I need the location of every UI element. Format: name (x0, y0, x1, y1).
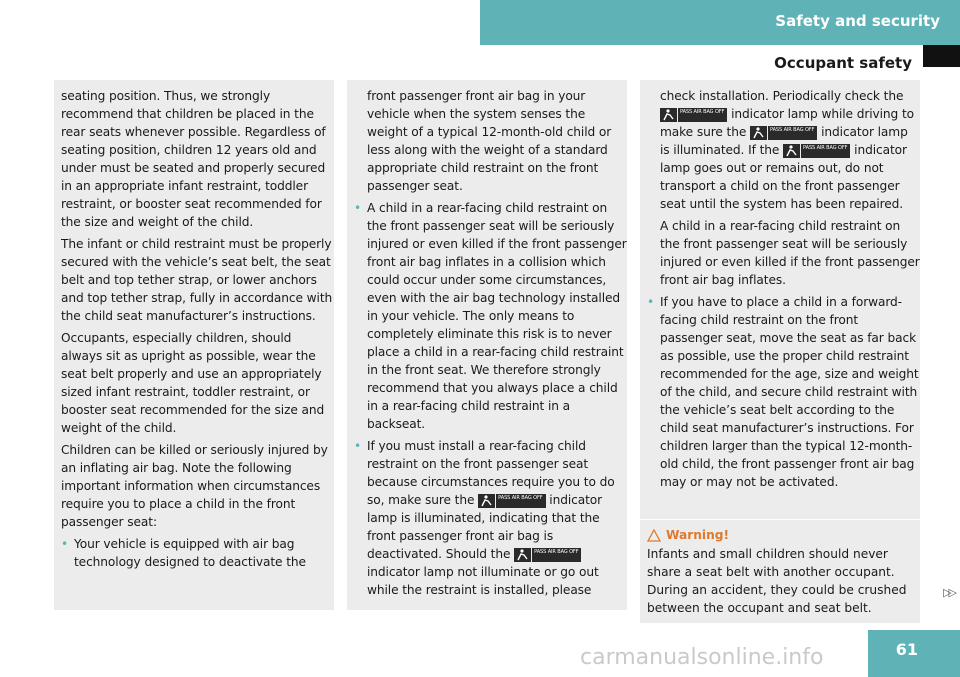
pass-air-bag-off-indicator-icon: PASS AIR BAG OFF (514, 548, 581, 562)
paragraph: seating position. Thus, we strongly recommend that children be placed in the rear seats whenever possible. Regardless of seating position, children 12 years old and under must be seated and properly secured in an appropriate infant restraint, toddler restraint, or booster seat recommended for the size and weight of the child. (61, 89, 326, 229)
paragraph: A child in a rear-facing child restraint on the front passenger seat will be seriously injured or even killed if the front passenger front air bag inflates. (660, 219, 920, 287)
text-column-2 (347, 80, 627, 610)
subsection-title: Occupant safety (774, 54, 912, 72)
pass-air-bag-off-indicator-icon: PASS AIR BAG OFF (478, 494, 545, 508)
warning-box (640, 520, 920, 623)
text-column-3 (640, 80, 920, 519)
bullet-dot-icon: • (647, 295, 655, 309)
paragraph: front passenger front air bag in your vehicle when the system senses the weight of a typical 12-month-old child or less along with the weight of a standard appropriate child restraint on the front passenger seat. (367, 89, 612, 193)
paragraph: The infant or child restraint must be properly secured with the vehicle’s seat belt, the seat belt and top tether strap, or lower anchors and top tether strap, fully in accordance with the child seat manufacturer’s instructions. (61, 237, 333, 323)
pass-air-bag-off-indicator-icon: PASS AIR BAG OFF (783, 144, 850, 158)
bullet-dot-icon: • (354, 201, 362, 215)
bullet-text: indicator lamp is illuminated, indicating that the front passenger front air bag is deactivated. Should the (367, 493, 603, 561)
paragraph: check installation. Periodically check the PASS AIR BAG OFF indicator lamp while driving to make sure the PASS AIR BAG OFF indicator lamp is illuminated. If the PASS AIR BAG OFF indicator lamp goes out or remains out, do not transport a child on the front passenger seat until the system has been repaired. (660, 89, 915, 211)
paragraph: Occupants, especially children, should always sit as upright as possible, wear the seat belt properly and use an appropriately sized infant restraint, toddler restraint, or booster seat recommended for the size and weight of the child. (61, 331, 325, 435)
header-tab-marker (923, 45, 960, 67)
page-number: 61 (895, 640, 918, 659)
bullet-item (354, 199, 627, 433)
bullet-item (647, 293, 920, 491)
bullet-dot-icon: • (354, 439, 362, 453)
warning-text: Infants and small children should never share a seat belt with another occupant. During an accident, they could be crushed between the occupant and seat belt. (647, 547, 907, 615)
bullet-text: If you have to place a child in a forward-facing child restraint on the front passenger seat, move the seat as far back as possible, use the proper child restraint recommended for the age, size and weight of the child, and secure child restraint with the vehicle’s seat belt according to the child seat manufacturer’s instructions. For children larger than the typical 12-month-old child, the front passenger front air bag may or may not be activated. (660, 295, 919, 489)
text-column-1 (54, 80, 334, 610)
bullet-text: A child in a rear-facing child restraint on the front passenger seat will be seriously injured or even killed if the front passenger front air bag inflates in a collision which could occur under some circumstances, even with the air bag technology installed in your vehicle. The only means to completely eliminate this risk is to never place a child in a rear-facing child restraint in the front seat. We therefore strongly recommend that you always place a child in a rear-facing child restraint in a backseat. (367, 201, 627, 431)
pass-air-bag-off-indicator-icon: PASS AIR BAG OFF (750, 126, 817, 140)
continue-arrows-icon: ▷▷ (943, 586, 954, 599)
paragraph: Children can be killed or seriously injured by an inflating air bag. Note the following important information when circumstances require you to place a child in the front passenger seat: (61, 443, 328, 529)
page-number-band (868, 630, 960, 677)
pass-air-bag-off-indicator-icon: PASS AIR BAG OFF (660, 108, 727, 122)
bullet-dot-icon: • (61, 537, 69, 551)
warning-header (647, 526, 920, 544)
watermark: carmanualsonline.info (580, 645, 824, 670)
bullet-text: Your vehicle is equipped with air bag technology designed to deactivate the (74, 537, 306, 569)
section-header-band (480, 0, 960, 45)
bullet-text: indicator lamp not illuminate or go out while the restraint is installed, please (367, 565, 599, 597)
bullet-text: If you must install a rear-facing child restraint on the front passenger seat because circumstances require you to do so, make sure the (367, 439, 615, 507)
bullet-item (354, 437, 627, 599)
warning-triangle-icon (647, 529, 661, 542)
warning-title: Warning! (666, 528, 730, 542)
bullet-item (61, 535, 334, 571)
section-title: Safety and security (775, 12, 940, 30)
